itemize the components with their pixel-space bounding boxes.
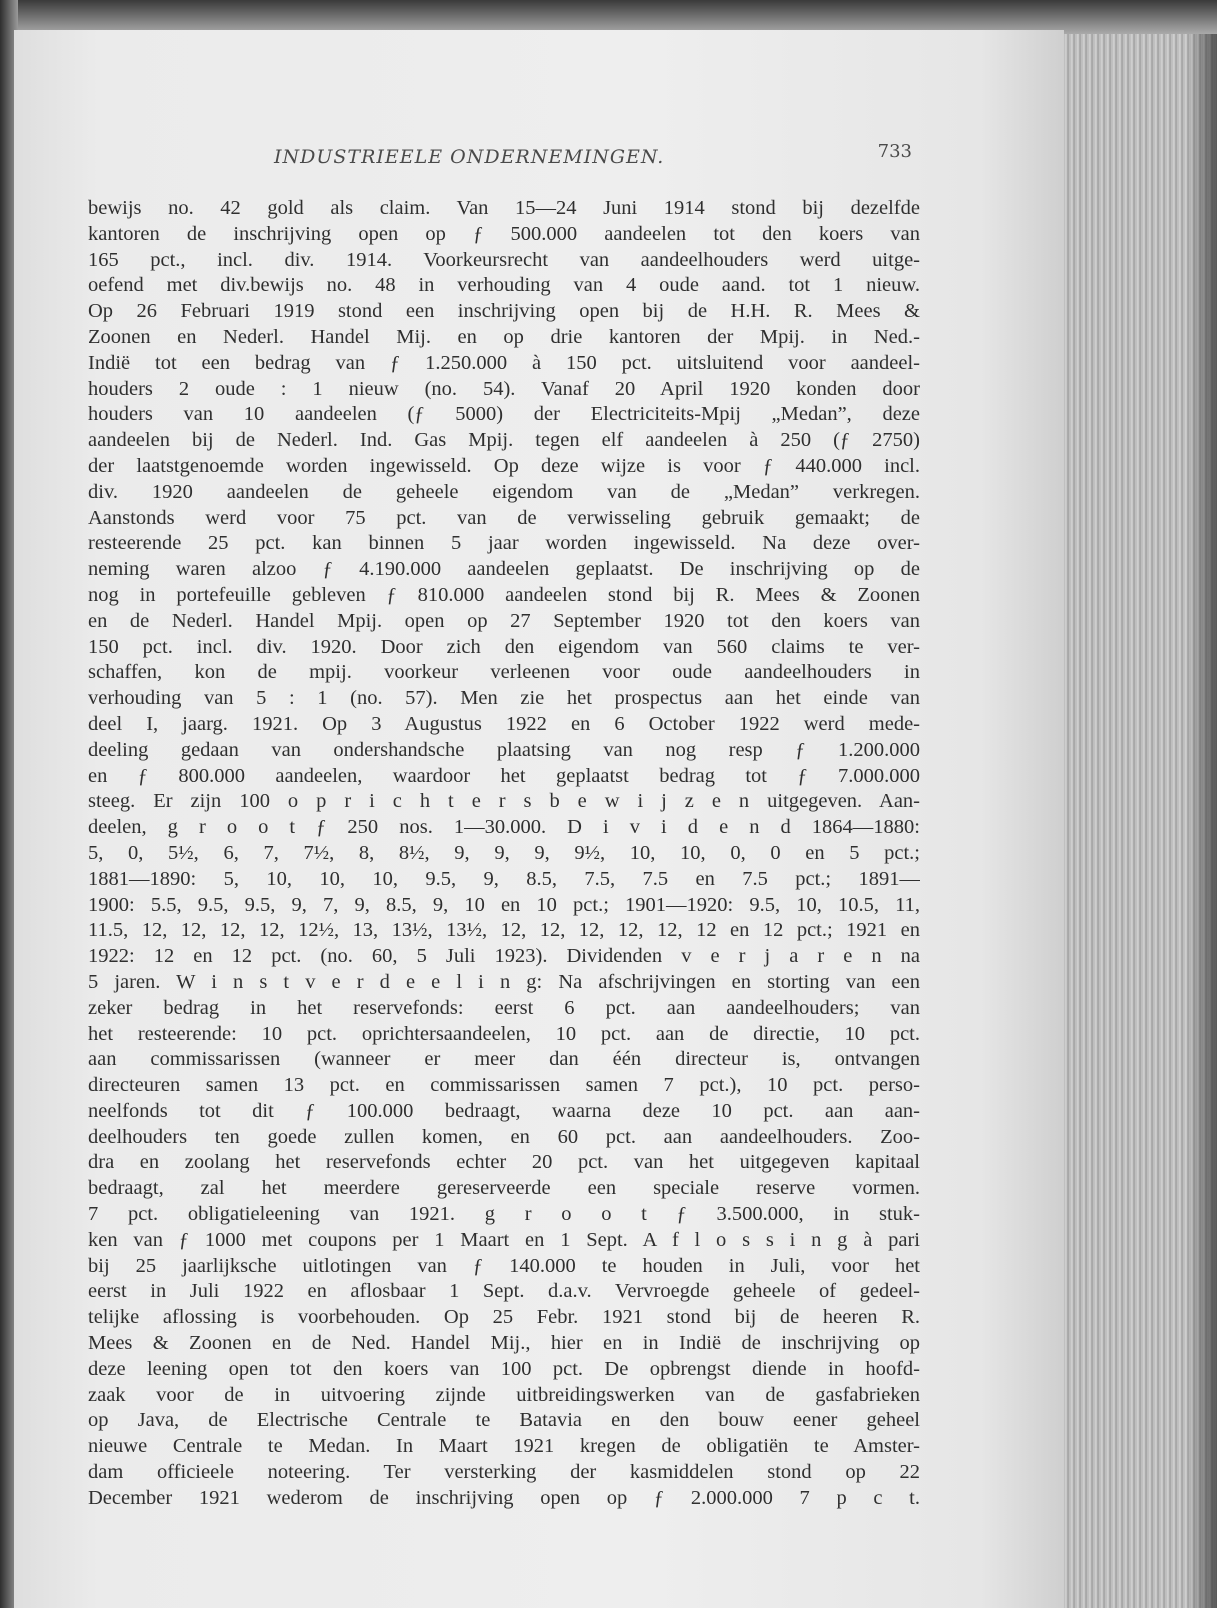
text-line: deelhouders ten goede zullen komen, en 60 pct. aan aandeelhouders. Zoo- <box>88 1125 920 1148</box>
text-line: en de Nederl. Handel Mpij. open op 27 September 1920 tot den koers van <box>88 609 920 632</box>
text-line: der laatstgenoemde worden ingewisseld. Op deze wijze is voor ƒ 440.000 incl. <box>88 454 920 477</box>
text-line: dra en zoolang het reservefonds echter 20 pct. van het uitgegeven kapitaal <box>88 1151 920 1174</box>
text-line: 1881—1890: 5, 10, 10, 10, 9.5, 9, 8.5, 7.5, 7.5 en 7.5 pct.; 1891— <box>88 867 920 890</box>
text-line: 5, 0, 5½, 6, 7, 7½, 8, 8½, 9, 9, 9, 9½, 10, 10, 0, 0 en 5 pct.; <box>88 841 920 864</box>
text-line: 7 pct. obligatieleening van 1921. g r o o t ƒ 3.500.000, in stuk- <box>88 1203 920 1226</box>
text-line: verhouding van 5 : 1 (no. 57). Men zie het prospectus aan het einde van <box>88 687 920 710</box>
text-line: nieuwe Centrale te Medan. In Maart 1921 kregen de obligatiën te Amster- <box>88 1435 920 1458</box>
text-line: deel I, jaarg. 1921. Op 3 Augustus 1922 en 6 October 1922 werd mede- <box>88 712 920 735</box>
text-line: op Java, de Electrische Centrale te Batavia en den bouw eener geheel <box>88 1409 920 1432</box>
text-line: neelfonds tot dit ƒ 100.000 bedraagt, waarna deze 10 pct. aan aan- <box>88 1099 920 1122</box>
text-line: December 1921 wederom de inschrijving open op ƒ 2.000.000 7 p c t. <box>88 1486 920 1509</box>
text-line: houders van 10 aandeelen (ƒ 5000) der Electriciteits-Mpij „Medan”, deze <box>88 403 920 426</box>
text-line: Indië tot een bedrag van ƒ 1.250.000 à 150 pct. uitsluitend voor aandeel- <box>88 351 920 374</box>
text-line: kantoren de inschrijving open op ƒ 500.000 aandeelen tot den koers van <box>88 222 920 245</box>
body-text <box>88 196 920 1512</box>
book-page-edges <box>1064 34 1217 1608</box>
text-line: neming waren alzoo ƒ 4.190.000 aandeelen geplaatst. De inschrijving op de <box>88 558 920 581</box>
text-line: directeuren samen 13 pct. en commissarissen samen 7 pct.), 10 pct. perso- <box>88 1074 920 1097</box>
text-line: bedraagt, zal het meerdere gereserveerde een speciale reserve vormen. <box>88 1177 920 1200</box>
text-line: Op 26 Februari 1919 stond een inschrijving open bij de H.H. R. Mees & <box>88 300 920 323</box>
text-line: Zoonen en Nederl. Handel Mij. en op drie kantoren der Mpij. in Ned.- <box>88 325 920 348</box>
text-line: dam officieele noteering. Ter versterking der kasmiddelen stond op 22 <box>88 1461 920 1484</box>
page-number: 733 <box>877 141 912 162</box>
text-line: ken van ƒ 1000 met coupons per 1 Maart en 1 Sept. A f l o s s i n g à pari <box>88 1228 920 1251</box>
text-line: bewijs no. 42 gold als claim. Van 15—24 Juni 1914 stond bij dezelfde <box>88 197 920 219</box>
page-header <box>88 141 920 176</box>
text-line: deelen, g r o o t ƒ 250 nos. 1—30.000. D i v i d e n d 1864—1880: <box>88 816 920 839</box>
text-line: 1922: 12 en 12 pct. (no. 60, 5 Juli 1923). Dividenden v e r j a r e n na <box>88 945 920 968</box>
text-line: div. 1920 aandeelen de geheele eigendom van de „Medan” verkregen. <box>88 480 920 503</box>
text-line: deeling gedaan van ondershandsche plaatsing van nog resp ƒ 1.200.000 <box>88 738 920 761</box>
text-line: zaak voor de in uitvoering zijnde uitbreidingswerken van de gasfabrieken <box>88 1383 920 1406</box>
text-line: Mees & Zoonen en de Ned. Handel Mij., hier en in Indië de inschrijving op <box>88 1332 920 1355</box>
text-line: schaffen, kon de mpij. voorkeur verleenen voor oude aandeelhouders in <box>88 661 920 684</box>
text-line: zeker bedrag in het reservefonds: eerst 6 pct. aan aandeelhouders; van <box>88 996 920 1019</box>
text-line: steeg. Er zijn 100 o p r i c h t e r s b e w i j z e n uitgegeven. Aan- <box>88 790 920 813</box>
text-line: nog in portefeuille gebleven ƒ 810.000 aandeelen stond bij R. Mees & Zoonen <box>88 583 920 606</box>
text-line: houders 2 oude : 1 nieuw (no. 54). Vanaf 20 April 1920 konden door <box>88 377 920 400</box>
text-line: resteerende 25 pct. kan binnen 5 jaar worden ingewisseld. Na deze over- <box>88 532 920 555</box>
text-line: 150 pct. incl. div. 1920. Door zich den eigendom van 560 claims te ver- <box>88 635 920 658</box>
text-line: bij 25 jaarlijksche uitlotingen van ƒ 140.000 te houden in Juli, voor het <box>88 1254 920 1277</box>
text-line: aandeelen bij de Nederl. Ind. Gas Mpij. tegen elf aandeelen à 250 (ƒ 2750) <box>88 429 920 452</box>
text-line: aan commissarissen (wanneer er meer dan één directeur is, ontvangen <box>88 1048 920 1071</box>
text-line: oefend met div.bewijs no. 48 in verhouding van 4 oude aand. tot 1 nieuw. <box>88 274 920 297</box>
text-line: deze leening open tot den koers van 100 pct. De opbrengst diende in hoofd- <box>88 1357 920 1380</box>
text-line: 11.5, 12, 12, 12, 12, 12½, 13, 13½, 13½, 12, 12, 12, 12, 12, 12 en 12 pct.; 1921 en <box>88 919 920 942</box>
text-line: telijke aflossing is voorbehouden. Op 25 Febr. 1921 stond bij de heeren R. <box>88 1306 920 1329</box>
text-line: 5 jaren. W i n s t v e r d e e l i n g: Na afschrijvingen en storting van een <box>88 970 920 993</box>
running-title: INDUSTRIEELE ONDERNEMINGEN. <box>274 146 665 168</box>
text-line: 1900: 5.5, 9.5, 9.5, 9, 7, 9, 8.5, 9, 10 en 10 pct.; 1901—1920: 9.5, 10, 10.5, 11, <box>88 893 920 916</box>
text-line: 165 pct., incl. div. 1914. Voorkeursrecht van aandeelhouders werd uitge- <box>88 248 920 271</box>
text-line: eerst in Juli 1922 en aflosbaar 1 Sept. d.a.v. Vervroegde geheele of gedeel- <box>88 1280 920 1303</box>
text-line: het resteerende: 10 pct. oprichtersaandeelen, 10 pct. aan de directie, 10 pct. <box>88 1022 920 1045</box>
text-line: en ƒ 800.000 aandeelen, waardoor het geplaatst bedrag tot ƒ 7.000.000 <box>88 764 920 787</box>
text-line: Aanstonds werd voor 75 pct. van de verwisseling gebruik gemaakt; de <box>88 506 920 529</box>
